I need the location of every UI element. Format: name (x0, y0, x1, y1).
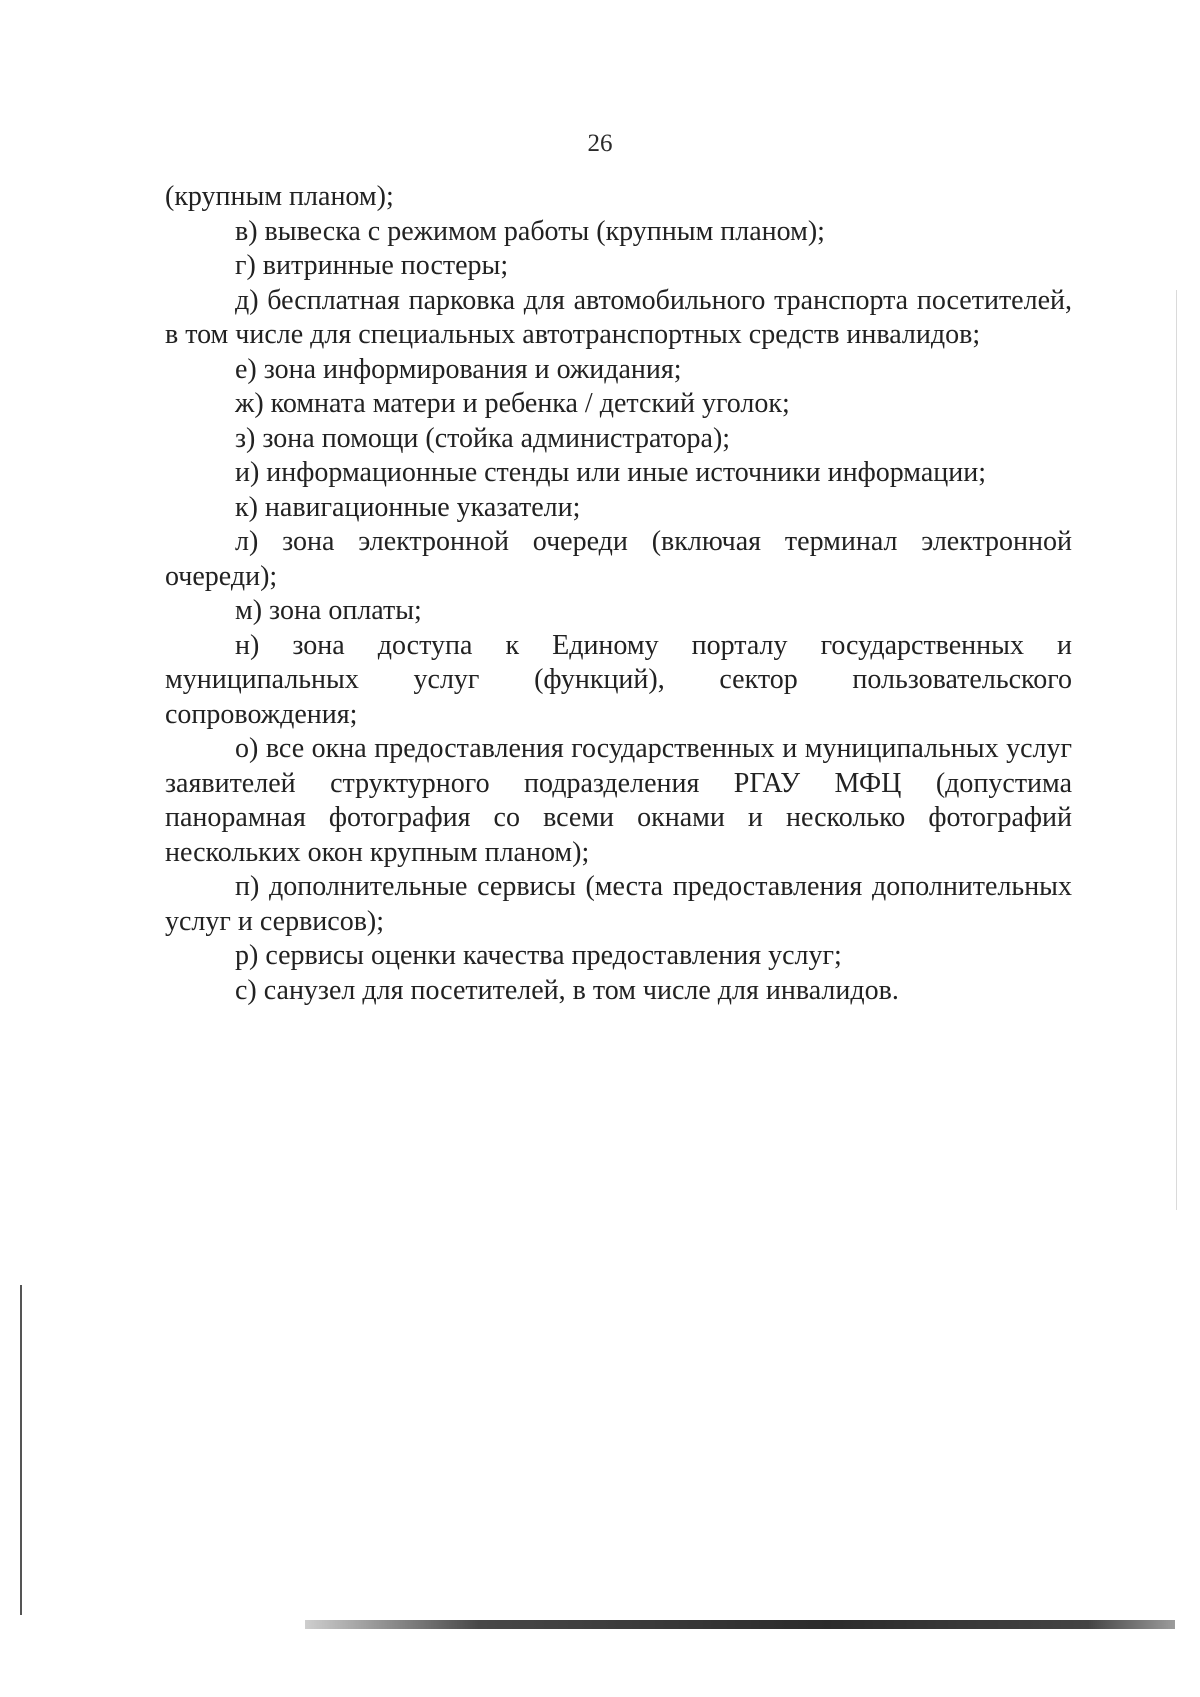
list-item-s-restroom: с) санузел для посетителей, в том числе для инвалидов. (235, 974, 899, 1006)
list-item-n-portal-access: н) зона доступа к Единому порталу государственных и муниципальных услуг (функций), сектор пользовательского сопровождения; (165, 629, 1072, 730)
list-item-zh-mother-child-room: ж) комната матери и ребенка / детский уголок; (235, 388, 790, 419)
list-item-m-payment-zone: м) зона оплаты; (235, 595, 422, 626)
scan-edge-right (1176, 290, 1177, 1210)
list-item-z-help-zone: з) зона помощи (стойка администратора); (235, 422, 731, 454)
paragraph-continuation: (крупным планом); (165, 181, 394, 212)
list-item-o-service-windows: о) все окна предоставления государственных и муниципальных услуг заявителей структурного подразделения РГАУ МФЦ (допустима панорамная фотография со всеми окнами и несколько фотографий нескольких окон крупным планом); (165, 733, 1072, 868)
scan-edge-bottom (305, 1620, 1175, 1629)
page-number: 26 (587, 130, 613, 157)
list-item-r-quality-assessment: р) сервисы оценки качества предоставления услуг; (235, 940, 842, 971)
list-item-e-waiting-zone: е) зона информирования и ожидания; (235, 353, 682, 385)
list-item-p-additional-services: п) дополнительные сервисы (места предоставления дополнительных услуг и сервисов); (165, 871, 1072, 937)
scan-edge-left (20, 1285, 22, 1615)
list-item-v-signage: в) вывеска с режимом работы (крупным планом); (235, 215, 825, 247)
list-item-k-navigation-signs: к) навигационные указатели; (235, 491, 581, 523)
list-item-d-parking: д) бесплатная парковка для автомобильного транспорта посетителей, в том числе для специальных автотранспортных средств инвалидов; (165, 284, 1072, 350)
list-item-g-posters: г) витринные постеры; (235, 250, 509, 281)
list-item-i-info-stands: и) информационные стенды или иные источники информации; (235, 457, 986, 488)
document-body (165, 180, 1072, 1008)
list-item-l-queue-zone: л) зона электронной очереди (включая терминал электронной очереди); (165, 526, 1072, 592)
